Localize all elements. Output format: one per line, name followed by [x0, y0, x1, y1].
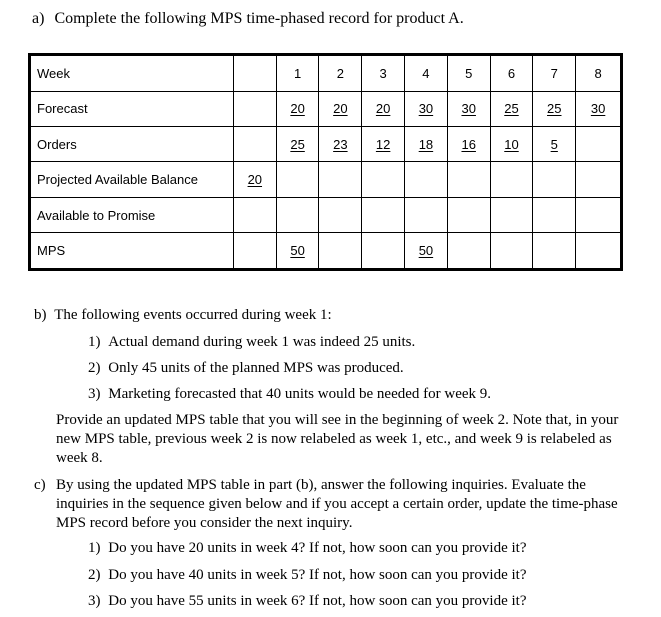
question-c-label: c)	[34, 477, 46, 493]
week-number: 8	[576, 55, 622, 92]
initial-value-cell	[233, 197, 276, 232]
table-row	[30, 197, 622, 232]
week-value-cell	[576, 233, 622, 270]
week-value-cell	[576, 197, 622, 232]
week-value-cell: 18	[405, 127, 448, 162]
question-a	[32, 10, 464, 28]
mps-record-table	[28, 53, 623, 271]
week-value-cell: 30	[405, 91, 448, 126]
week-number: 6	[490, 55, 533, 92]
week-value-cell: 50	[405, 233, 448, 270]
table-header-row	[30, 55, 622, 92]
table-row	[30, 91, 622, 126]
week-value-cell: 30	[447, 91, 490, 126]
initial-header-cell	[233, 55, 276, 92]
event-number: 2)	[88, 360, 101, 376]
question-a-text: Complete the following MPS time-phased record for product A.	[54, 10, 464, 27]
inquiry-number: 2)	[88, 567, 101, 583]
initial-value-cell	[233, 127, 276, 162]
week-number: 4	[405, 55, 448, 92]
week-value-cell: 23	[319, 127, 362, 162]
row-label: MPS	[30, 233, 234, 270]
week-value-cell	[447, 233, 490, 270]
week-value-cell	[405, 197, 448, 232]
week-value-cell: 10	[490, 127, 533, 162]
week-value-cell	[533, 197, 576, 232]
week-value-cell: 20	[362, 91, 405, 126]
inquiry-text: Do you have 55 units in week 6? If not, how soon can you provide it?	[108, 593, 527, 609]
week-value-cell	[490, 197, 533, 232]
event-text: Marketing forecasted that 40 units would be needed for week 9.	[108, 386, 492, 402]
week-value-cell: 25	[276, 127, 319, 162]
week-value-cell	[533, 162, 576, 197]
event-number: 1)	[88, 334, 101, 350]
inquiry-item	[88, 566, 527, 585]
inquiry-item	[88, 592, 527, 611]
week-value-cell	[319, 233, 362, 270]
inquiry-text: Do you have 40 units in week 5? If not, how soon can you provide it?	[108, 567, 527, 583]
week-value-cell	[490, 162, 533, 197]
week-value-cell: 30	[576, 91, 622, 126]
week-value-cell	[362, 197, 405, 232]
table-row	[30, 233, 622, 270]
question-b-intro: The following events occurred during week 1:	[54, 307, 332, 323]
table-row	[30, 127, 622, 162]
week-value-cell: 12	[362, 127, 405, 162]
week-value-cell	[362, 233, 405, 270]
event-item	[88, 333, 415, 352]
week-number: 3	[362, 55, 405, 92]
table-row	[30, 162, 622, 197]
event-item	[88, 359, 404, 378]
event-text: Actual demand during week 1 was indeed 25 units.	[108, 334, 416, 350]
week-value-cell	[576, 162, 622, 197]
week-value-cell	[276, 197, 319, 232]
week-value-cell	[447, 197, 490, 232]
inquiry-item	[88, 539, 527, 558]
week-value-cell: 20	[319, 91, 362, 126]
week-value-cell: 5	[533, 127, 576, 162]
week-value-cell	[276, 162, 319, 197]
week-number: 2	[319, 55, 362, 92]
week-value-cell	[490, 233, 533, 270]
week-value-cell	[447, 162, 490, 197]
row-label: Available to Promise	[30, 197, 234, 232]
event-number: 3)	[88, 386, 101, 402]
inquiry-number: 1)	[88, 540, 101, 556]
week-value-cell	[405, 162, 448, 197]
week-number: 5	[447, 55, 490, 92]
question-a-label: a)	[32, 10, 45, 27]
question-b-label: b)	[34, 307, 47, 323]
week-value-cell: 16	[447, 127, 490, 162]
week-value-cell	[362, 162, 405, 197]
initial-value-cell: 20	[233, 162, 276, 197]
question-b	[34, 306, 332, 325]
row-label: Projected Available Balance	[30, 162, 234, 197]
initial-value-cell	[233, 233, 276, 270]
week-number: 1	[276, 55, 319, 92]
row-label: Orders	[30, 127, 234, 162]
week-value-cell	[319, 197, 362, 232]
week-value-cell: 20	[276, 91, 319, 126]
week-value-cell: 50	[276, 233, 319, 270]
week-value-cell	[576, 127, 622, 162]
week-value-cell	[533, 233, 576, 270]
question-c-intro: By using the updated MPS table in part (b), answer the following inquiries. Evaluate the inquiries in the sequence given below and if you accept a certain order, update the time-phase MPS record before you consider the next inquiry.	[56, 477, 618, 531]
event-item	[88, 385, 491, 404]
event-text: Only 45 units of the planned MPS was produced.	[108, 360, 404, 376]
row-label: Forecast	[30, 91, 234, 126]
week-value-cell: 25	[490, 91, 533, 126]
question-b-instruction: Provide an updated MPS table that you will see in the beginning of week 2. Note that, in your new MPS table, previous week 2 is now relabeled as week 1, etc., and week 9 is relabeled as week 8.	[56, 412, 619, 466]
inquiry-text: Do you have 20 units in week 4? If not, how soon can you provide it?	[108, 540, 527, 556]
week-value-cell: 25	[533, 91, 576, 126]
week-number: 7	[533, 55, 576, 92]
inquiry-number: 3)	[88, 593, 101, 609]
week-value-cell	[319, 162, 362, 197]
initial-value-cell	[233, 91, 276, 126]
week-header: Week	[30, 55, 234, 92]
